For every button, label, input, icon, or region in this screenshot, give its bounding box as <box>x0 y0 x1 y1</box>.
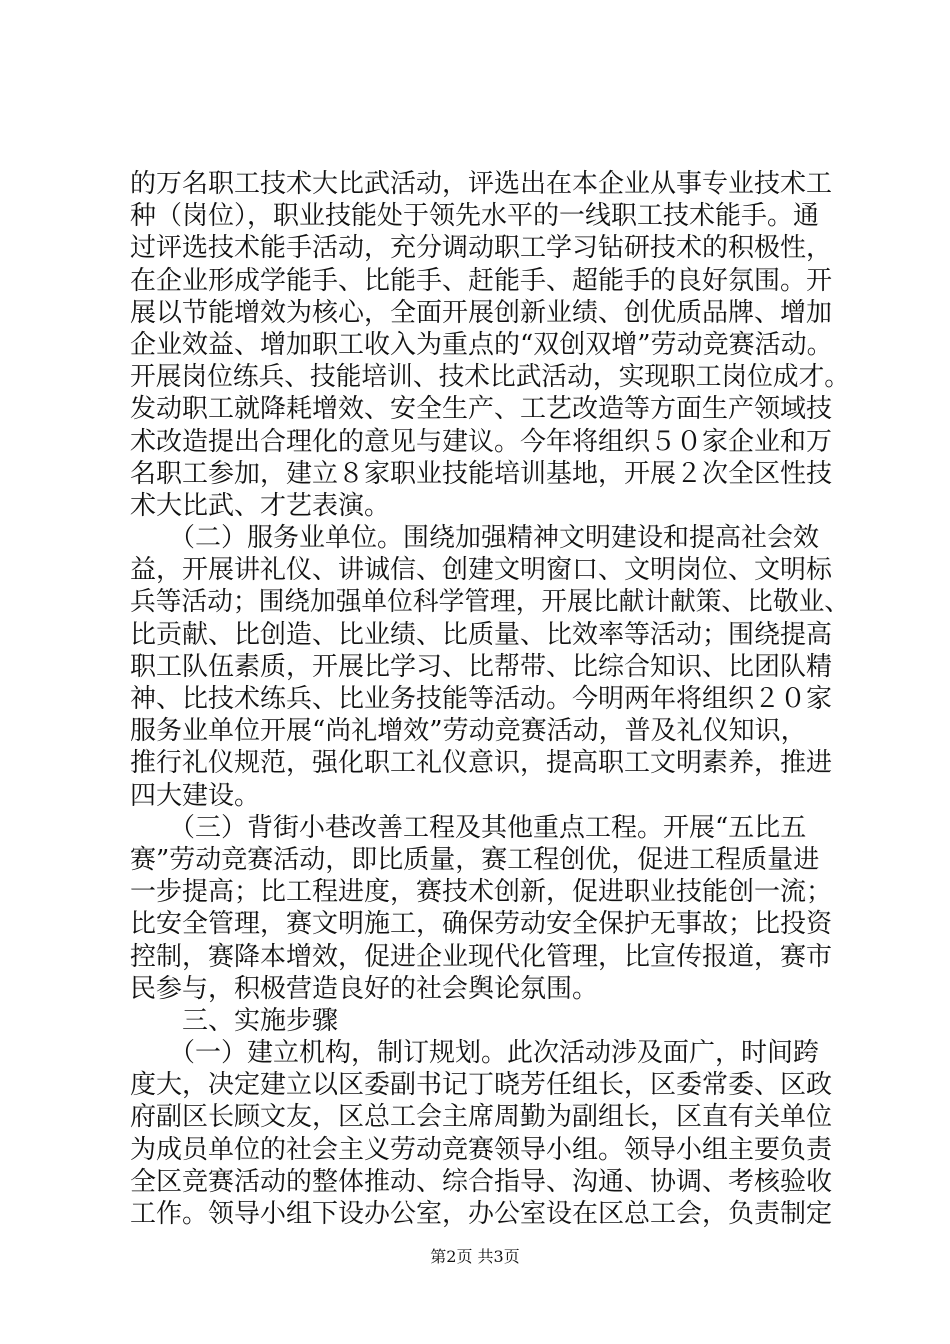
section-heading: 三、实施步骤 <box>130 1005 339 1036</box>
text-line: 术改造提出合理化的意见与建议。今年将组织５０家企业和万 <box>130 426 833 457</box>
text-line: 兵等活动；围绕加强单位科学管理，开展比献计献策、比敬业、 <box>130 587 851 618</box>
text-line: 开展岗位练兵、技能培训、技术比武活动，实现职工岗位成才。 <box>130 362 851 393</box>
text-line: 度大，决定建立以区委副书记丁晓芳任组长，区委常委、区政 <box>130 1070 833 1101</box>
text-line: 术大比武、才艺表演。 <box>130 490 391 521</box>
text-line: 过评选技术能手活动，充分调动职工学习钻研技术的积极性， <box>130 233 833 264</box>
text-line: 一步提高；比工程进度，赛技术创新，促进职业技能创一流； <box>130 877 833 908</box>
text-line: 府副区长顾文友，区总工会主席周勤为副组长，区直有关单位 <box>130 1102 833 1133</box>
text-line: 推行礼仪规范，强化职工礼仪意识，提高职工文明素养，推进 <box>130 748 833 779</box>
text-line: 为成员单位的社会主义劳动竞赛领导小组。领导小组主要负责 <box>130 1134 833 1165</box>
text-line: 服务业单位开展“尚礼增效”劳动竞赛活动，普及礼仪知识， <box>130 716 807 747</box>
text-line: （三）背街小巷改善工程及其他重点工程。开展“五比五 <box>130 812 807 843</box>
text-line: 全区竞赛活动的整体推动、综合指导、沟通、协调、考核验收 <box>130 1166 833 1197</box>
text-line: 展以节能增效为核心，全面开展创新业绩、创优质品牌、增加 <box>130 297 833 328</box>
text-line: 神、比技术练兵、比业务技能等活动。今明两年将组织２０家 <box>130 684 833 714</box>
page-number-label: 第2页 共3页 <box>430 1247 520 1266</box>
text-line: 在企业形成学能手、比能手、赶能手、超能手的良好氛围。开 <box>130 265 833 296</box>
text-line: 工作。领导小组下设办公室，办公室设在区总工会，负责制定 <box>130 1199 833 1229</box>
text-line: 职工队伍素质，开展比学习、比帮带、比综合知识、比团队精 <box>130 651 833 682</box>
text-line: 民参与，积极营造良好的社会舆论氛围。 <box>130 973 599 1004</box>
text-line: 益，开展讲礼仪、讲诚信、创建文明窗口、文明岗位、文明标 <box>130 555 833 586</box>
text-line: 赛”劳动竞赛活动，即比质量，赛工程创优，促进工程质量进 <box>130 844 820 875</box>
page-footer <box>0 1247 950 1267</box>
text-line: （二）服务业单位。围绕加强精神文明建设和提高社会效 <box>130 523 820 554</box>
text-line: 比贡献、比创造、比业绩、比质量、比效率等活动；围绕提高 <box>130 619 833 650</box>
text-line: 企业效益、增加职工收入为重点的“双创双增”劳动竞赛活动。 <box>130 329 833 360</box>
text-line: 发动职工就降耗增效、安全生产、工艺改造等方面生产领域技 <box>130 394 833 425</box>
text-line: 种（岗位），职业技能处于领先水平的一线职工技术能手。通 <box>130 201 820 232</box>
text-line: 名职工参加，建立８家职业技能培训基地，开展２次全区性技 <box>130 458 833 489</box>
text-line: （一）建立机构，制订规划。此次活动涉及面广，时间跨 <box>130 1038 820 1069</box>
text-line: 四大建设。 <box>130 780 261 811</box>
text-line: 控制，赛降本增效，促进企业现代化管理，比宣传报道，赛市 <box>130 941 833 972</box>
text-line: 比安全管理，赛文明施工，确保劳动安全保护无事故；比投资 <box>130 909 833 940</box>
document-body <box>130 168 850 1230</box>
text-line: 的万名职工技术大比武活动，评选出在本企业从事专业技术工 <box>130 169 833 199</box>
